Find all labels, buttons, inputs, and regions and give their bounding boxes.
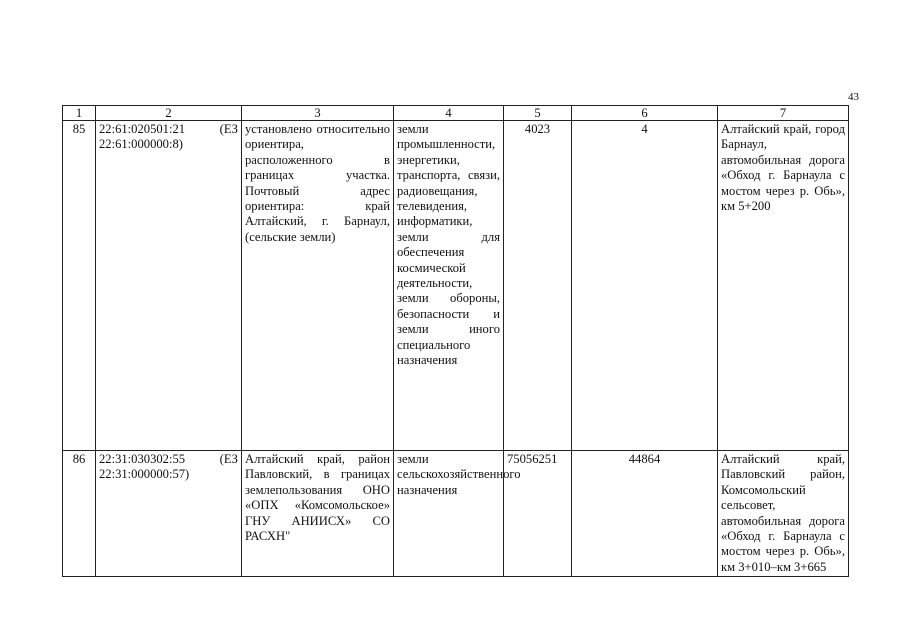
cadastral-number: 22:31:030302:55 (ЕЗ 22:31:000000:57) bbox=[96, 451, 242, 577]
column-header-1: 1 bbox=[63, 106, 96, 121]
land-category: земли сельскохозяйственного назначения bbox=[394, 451, 504, 577]
plot-description: Алтайский край, район Павловский, в границах землепользования ОНО «ОПХ «Комсомольское» ГНУ АНИИСХ» СО РАСХН" bbox=[242, 451, 394, 577]
plot-location: Алтайский край, город Барнаул, автомобильная дорога «Обход г. Барнаула с мостом через р. Обь», км 5+200 bbox=[718, 121, 849, 451]
column-header-6: 6 bbox=[572, 106, 718, 121]
column-header-4: 4 bbox=[394, 106, 504, 121]
part-area: 4 bbox=[572, 121, 718, 451]
row-number: 85 bbox=[63, 121, 96, 451]
column-header-3: 3 bbox=[242, 106, 394, 121]
land-category: земли промышленности, энергетики, транспорта, связи, радиовещания, телевидения, информатики, земли для обеспечения космической деятельности, земли обороны, безопасности и земли иного специального назначения bbox=[394, 121, 504, 451]
row-number: 86 bbox=[63, 451, 96, 577]
plot-description: установлено относительно ориентира, расположенного в границах участка. Почтовый адрес ориентира: край Алтайский, г. Барнаул, (сельские земли) bbox=[242, 121, 394, 451]
part-area: 44864 bbox=[572, 451, 718, 577]
column-header-5: 5 bbox=[504, 106, 572, 121]
land-plots-table bbox=[62, 105, 849, 577]
plot-area: 4023 bbox=[504, 121, 572, 451]
cadastral-number: 22:61:020501:21 (ЕЗ 22:61:000000:8) bbox=[96, 121, 242, 451]
table-row bbox=[63, 121, 849, 451]
header-row bbox=[63, 106, 849, 121]
column-header-7: 7 bbox=[718, 106, 849, 121]
page-number: 43 bbox=[848, 91, 859, 103]
plot-location: Алтайский край, Павловский район, Комсомольский сельсовет, автомобильная дорога «Обход г. Барнаула с мостом через р. Обь», км 3+010–км 3+665 bbox=[718, 451, 849, 577]
table-row bbox=[63, 451, 849, 577]
plot-area: 75056251 bbox=[504, 451, 572, 577]
column-header-2: 2 bbox=[96, 106, 242, 121]
